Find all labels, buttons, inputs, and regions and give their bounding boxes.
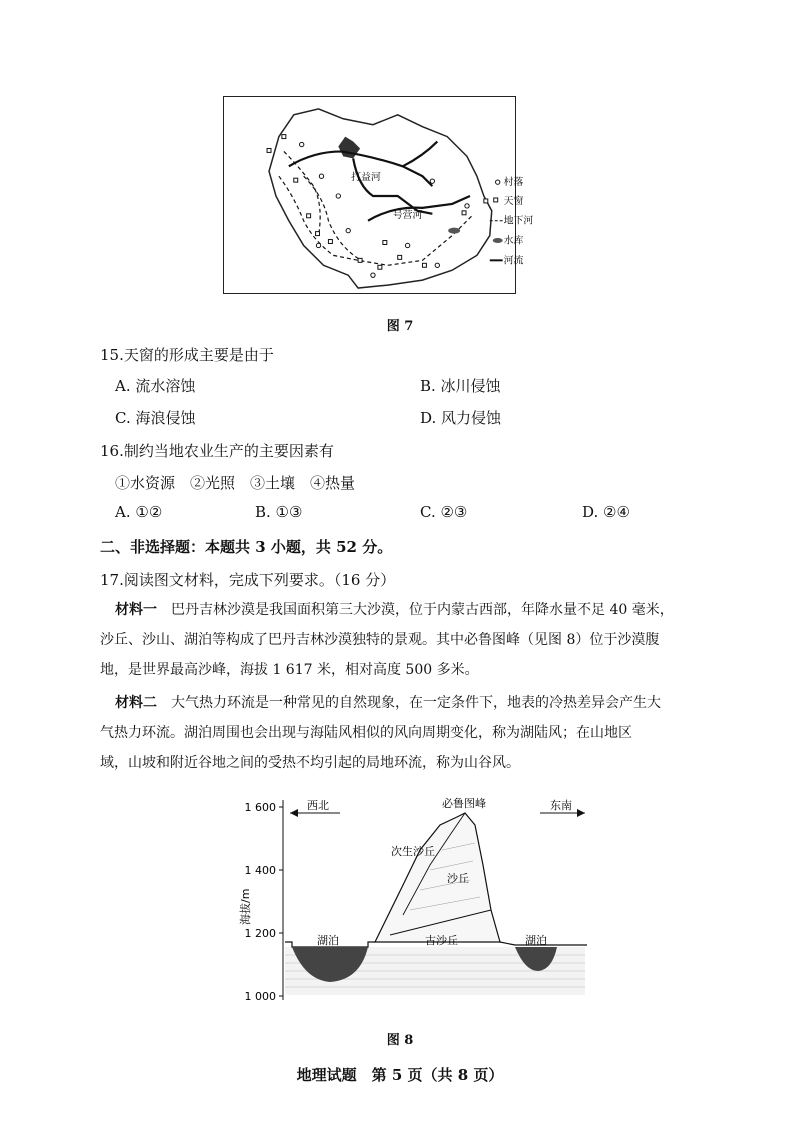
material-1-line-2: 沙丘、沙山、湖泊等构成了巴丹吉林沙漠独特的景观。其中必鲁图峰（见图 8）位于沙漠腹	[100, 632, 660, 648]
q15-option-d[interactable]: D. 风力侵蚀	[420, 409, 502, 427]
legend	[490, 175, 534, 266]
river-label-haoying: 号营河	[392, 209, 423, 221]
dune-profile-diagram	[235, 795, 595, 1010]
y-tick-1400: 1 400	[244, 864, 276, 877]
material-1-label: 材料一	[115, 602, 157, 618]
material-1-line-3: 地，是世界最高沙峰，海拔 1 617 米，相对高度 500 多米。	[100, 662, 479, 678]
q15-option-a[interactable]: A. 流水溶蚀	[115, 377, 196, 395]
y-ticks	[279, 807, 283, 996]
q16-factors: ①水资源 ②光照 ③土壤 ④热量	[115, 474, 356, 492]
q16-option-c[interactable]: C. ②③	[420, 503, 468, 521]
material-2-label: 材料二	[115, 695, 157, 711]
secondary-dune-label: 次生沙丘	[391, 845, 435, 858]
figure-8-caption: 图 8	[386, 1033, 414, 1048]
q16-option-a[interactable]: A. ①②	[115, 503, 163, 521]
q15-stem: 15.天窗的形成主要是由于	[100, 346, 274, 364]
river-2	[353, 158, 432, 213]
lake-right-label: 湖泊	[525, 934, 547, 947]
legend-skylight: 天窗	[503, 195, 524, 207]
material-2-line-1: 大气热力环流是一种常见的自然现象，在一定条件下，地表的冷热差异会产生大	[171, 695, 661, 711]
y-tick-1000: 1 000	[244, 990, 276, 1003]
legend-reservoir: 水库	[503, 235, 524, 247]
q17-material-2	[100, 688, 700, 778]
q15-option-b[interactable]: B. 冰川侵蚀	[420, 377, 501, 395]
village-markers	[300, 142, 470, 277]
basin-outline	[269, 109, 492, 288]
y-tick-1600: 1 600	[244, 801, 276, 814]
q15-option-c[interactable]: C. 海浪侵蚀	[115, 409, 196, 427]
dir-label-northwest: 西北	[307, 799, 329, 812]
river-3	[403, 142, 438, 167]
dune-label: 沙丘	[447, 872, 469, 885]
dune-mass	[375, 813, 500, 942]
section-2-title: 二、非选择题：本题共 3 小题，共 52 分。	[100, 538, 393, 556]
karst-basin-map	[224, 97, 534, 293]
q16-option-d[interactable]: D. ②④	[582, 503, 630, 521]
dir-label-southeast: 东南	[550, 799, 572, 812]
reservoir-small	[448, 228, 460, 234]
ancient-dune-label: 古沙丘	[425, 934, 458, 947]
q17-stem: 17.阅读图文材料，完成下列要求。（16 分）	[100, 571, 396, 589]
lake-left-label: 湖泊	[317, 934, 339, 947]
legend-river: 河流	[503, 255, 524, 267]
material-2-line-2: 气热力环流。湖泊周围也会出现与海陆风相似的风向周期变化，称为湖陆风；在山地区	[100, 725, 632, 741]
underground-river-2	[304, 176, 358, 258]
figure-7-caption: 图 7	[386, 319, 414, 334]
material-2-line-3: 域，山坡和附近谷地之间的受热不均引起的局地环流，称为山谷风。	[100, 755, 520, 771]
q17-material-1	[100, 595, 700, 685]
material-1-line-1: 巴丹吉林沙漠是我国面积第三大沙漠，位于内蒙古西部，年降水量不足 40 毫米，	[171, 602, 674, 618]
legend-underground-river: 地下河	[503, 215, 534, 227]
y-axis-label: 海拔/m	[239, 888, 252, 925]
q16-stem: 16.制约当地农业生产的主要因素有	[100, 442, 334, 460]
underground-river-1	[279, 176, 472, 265]
legend-village: 村落	[503, 177, 524, 189]
peak-label: 必鲁图峰	[442, 797, 486, 810]
y-tick-1200: 1 200	[244, 927, 276, 940]
q16-option-b[interactable]: B. ①③	[255, 503, 303, 521]
figure-8-profile	[235, 795, 595, 1010]
figure-7-map	[223, 96, 534, 294]
page-footer: 地理试题 第 5 页（共 8 页）	[296, 1066, 504, 1084]
river-label-dayi: 打益河	[351, 172, 381, 184]
